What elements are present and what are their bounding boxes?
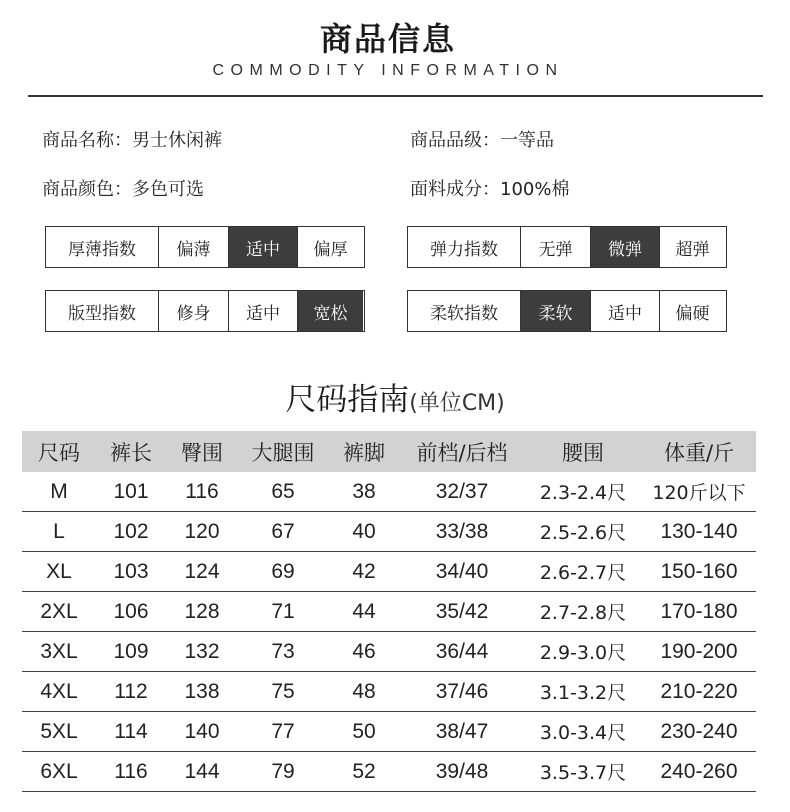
header-divider xyxy=(28,95,763,97)
table-cell: 38 xyxy=(328,472,400,512)
table-cell: 79 xyxy=(238,752,328,792)
size-table-header-row xyxy=(22,431,756,472)
scale-elasticity-option: 微弹 xyxy=(590,227,659,267)
table-cell: 116 xyxy=(96,752,166,792)
scale-fit-option: 宽松 xyxy=(297,291,363,331)
scale-thickness xyxy=(45,226,365,268)
table-cell: 33/38 xyxy=(400,512,524,552)
table-cell: 106 xyxy=(96,592,166,632)
table-cell: 112 xyxy=(96,672,166,712)
table-cell: 67 xyxy=(238,512,328,552)
table-cell: 6XL xyxy=(22,752,96,792)
table-cell: L xyxy=(22,512,96,552)
scale-fit-label: 版型指数 xyxy=(68,303,136,324)
info-fabric: 面料成分：100%棉 xyxy=(410,179,570,200)
table-cell: 210-220 xyxy=(642,672,756,712)
info-product-grade: 商品品级：一等品 xyxy=(410,130,554,151)
table-cell: 2.9-3.0尺 xyxy=(524,632,642,672)
size-table-header: 尺码 xyxy=(22,431,96,472)
scale-elasticity-label: 弹力指数 xyxy=(430,239,498,260)
scale-softness-option: 偏硬 xyxy=(659,291,725,331)
table-cell: 77 xyxy=(238,712,328,752)
table-cell: 39/48 xyxy=(400,752,524,792)
table-cell: 3.0-3.4尺 xyxy=(524,712,642,752)
table-cell: 120 xyxy=(166,512,238,552)
table-cell: 40 xyxy=(328,512,400,552)
table-cell: 4XL xyxy=(22,672,96,712)
size-guide-title: 尺码指南 xyxy=(285,382,410,418)
table-cell: 2XL xyxy=(22,592,96,632)
table-row xyxy=(22,712,756,752)
table-cell: 140 xyxy=(166,712,238,752)
info-product-color: 商品颜色：多色可选 xyxy=(42,179,204,200)
size-table-header: 腰围 xyxy=(524,431,642,472)
table-row xyxy=(22,752,756,792)
table-cell: 3.1-3.2尺 xyxy=(524,672,642,712)
table-cell: 32/37 xyxy=(400,472,524,512)
scale-thickness-option: 适中 xyxy=(228,227,297,267)
scale-softness xyxy=(407,290,727,332)
table-cell: 37/46 xyxy=(400,672,524,712)
scale-thickness-option: 偏厚 xyxy=(297,227,363,267)
table-cell: 2.6-2.7尺 xyxy=(524,552,642,592)
table-cell: 44 xyxy=(328,592,400,632)
table-cell: 48 xyxy=(328,672,400,712)
scale-softness-option: 适中 xyxy=(590,291,659,331)
size-table-header: 臀围 xyxy=(166,431,238,472)
table-cell: 128 xyxy=(166,592,238,632)
table-row xyxy=(22,592,756,632)
table-cell: 2.5-2.6尺 xyxy=(524,512,642,552)
scale-softness-option: 柔软 xyxy=(520,291,590,331)
scale-fit xyxy=(45,290,365,332)
table-cell: 46 xyxy=(328,632,400,672)
table-row xyxy=(22,672,756,712)
table-cell: 65 xyxy=(238,472,328,512)
table-cell: 170-180 xyxy=(642,592,756,632)
table-cell: 103 xyxy=(96,552,166,592)
table-cell: XL xyxy=(22,552,96,592)
table-cell: 3XL xyxy=(22,632,96,672)
table-cell: 2.3-2.4尺 xyxy=(524,472,642,512)
scale-softness-label: 柔软指数 xyxy=(430,303,498,324)
size-table-header: 裤长 xyxy=(96,431,166,472)
table-cell: 138 xyxy=(166,672,238,712)
size-table xyxy=(22,431,756,792)
size-table-header: 裤脚 xyxy=(328,431,400,472)
table-row xyxy=(22,632,756,672)
table-cell: 75 xyxy=(238,672,328,712)
table-cell: 230-240 xyxy=(642,712,756,752)
table-cell: 42 xyxy=(328,552,400,592)
info-product-name: 商品名称：男士休闲裤 xyxy=(42,130,222,151)
page-title: 商品信息 xyxy=(319,20,456,58)
table-cell: 190-200 xyxy=(642,632,756,672)
table-row xyxy=(22,552,756,592)
scale-thickness-label: 厚薄指数 xyxy=(68,239,136,260)
table-cell: 240-260 xyxy=(642,752,756,792)
scale-fit-option: 适中 xyxy=(228,291,297,331)
table-cell: 102 xyxy=(96,512,166,552)
size-table-header: 大腿围 xyxy=(238,431,328,472)
table-cell: 150-160 xyxy=(642,552,756,592)
table-cell: 2.7-2.8尺 xyxy=(524,592,642,632)
size-guide-heading xyxy=(0,374,790,419)
table-cell: 114 xyxy=(96,712,166,752)
scale-elasticity-option: 超弹 xyxy=(659,227,725,267)
table-cell: 101 xyxy=(96,472,166,512)
size-table-header: 体重/斤 xyxy=(642,431,756,472)
table-cell: 109 xyxy=(96,632,166,672)
scale-elasticity xyxy=(407,226,727,268)
table-cell: 34/40 xyxy=(400,552,524,592)
table-cell: 38/47 xyxy=(400,712,524,752)
table-cell: 36/44 xyxy=(400,632,524,672)
table-cell: 35/42 xyxy=(400,592,524,632)
table-cell: 120斤以下 xyxy=(642,472,756,512)
table-cell: 132 xyxy=(166,632,238,672)
table-cell: 52 xyxy=(328,752,400,792)
table-cell: 130-140 xyxy=(642,512,756,552)
table-cell: 124 xyxy=(166,552,238,592)
table-cell: 5XL xyxy=(22,712,96,752)
table-row xyxy=(22,472,756,512)
scale-fit-option: 修身 xyxy=(158,291,228,331)
page-subtitle: COMMODITY INFORMATION xyxy=(212,62,564,79)
size-guide-unit: (单位CM) xyxy=(409,391,505,416)
size-table-header: 前档/后档 xyxy=(400,431,524,472)
table-cell: 73 xyxy=(238,632,328,672)
table-row xyxy=(22,512,756,552)
table-cell: 50 xyxy=(328,712,400,752)
table-cell: 3.5-3.7尺 xyxy=(524,752,642,792)
table-cell: M xyxy=(22,472,96,512)
scale-thickness-option: 偏薄 xyxy=(158,227,228,267)
scale-elasticity-option: 无弹 xyxy=(520,227,590,267)
table-cell: 69 xyxy=(238,552,328,592)
table-cell: 116 xyxy=(166,472,238,512)
table-cell: 144 xyxy=(166,752,238,792)
table-cell: 71 xyxy=(238,592,328,632)
